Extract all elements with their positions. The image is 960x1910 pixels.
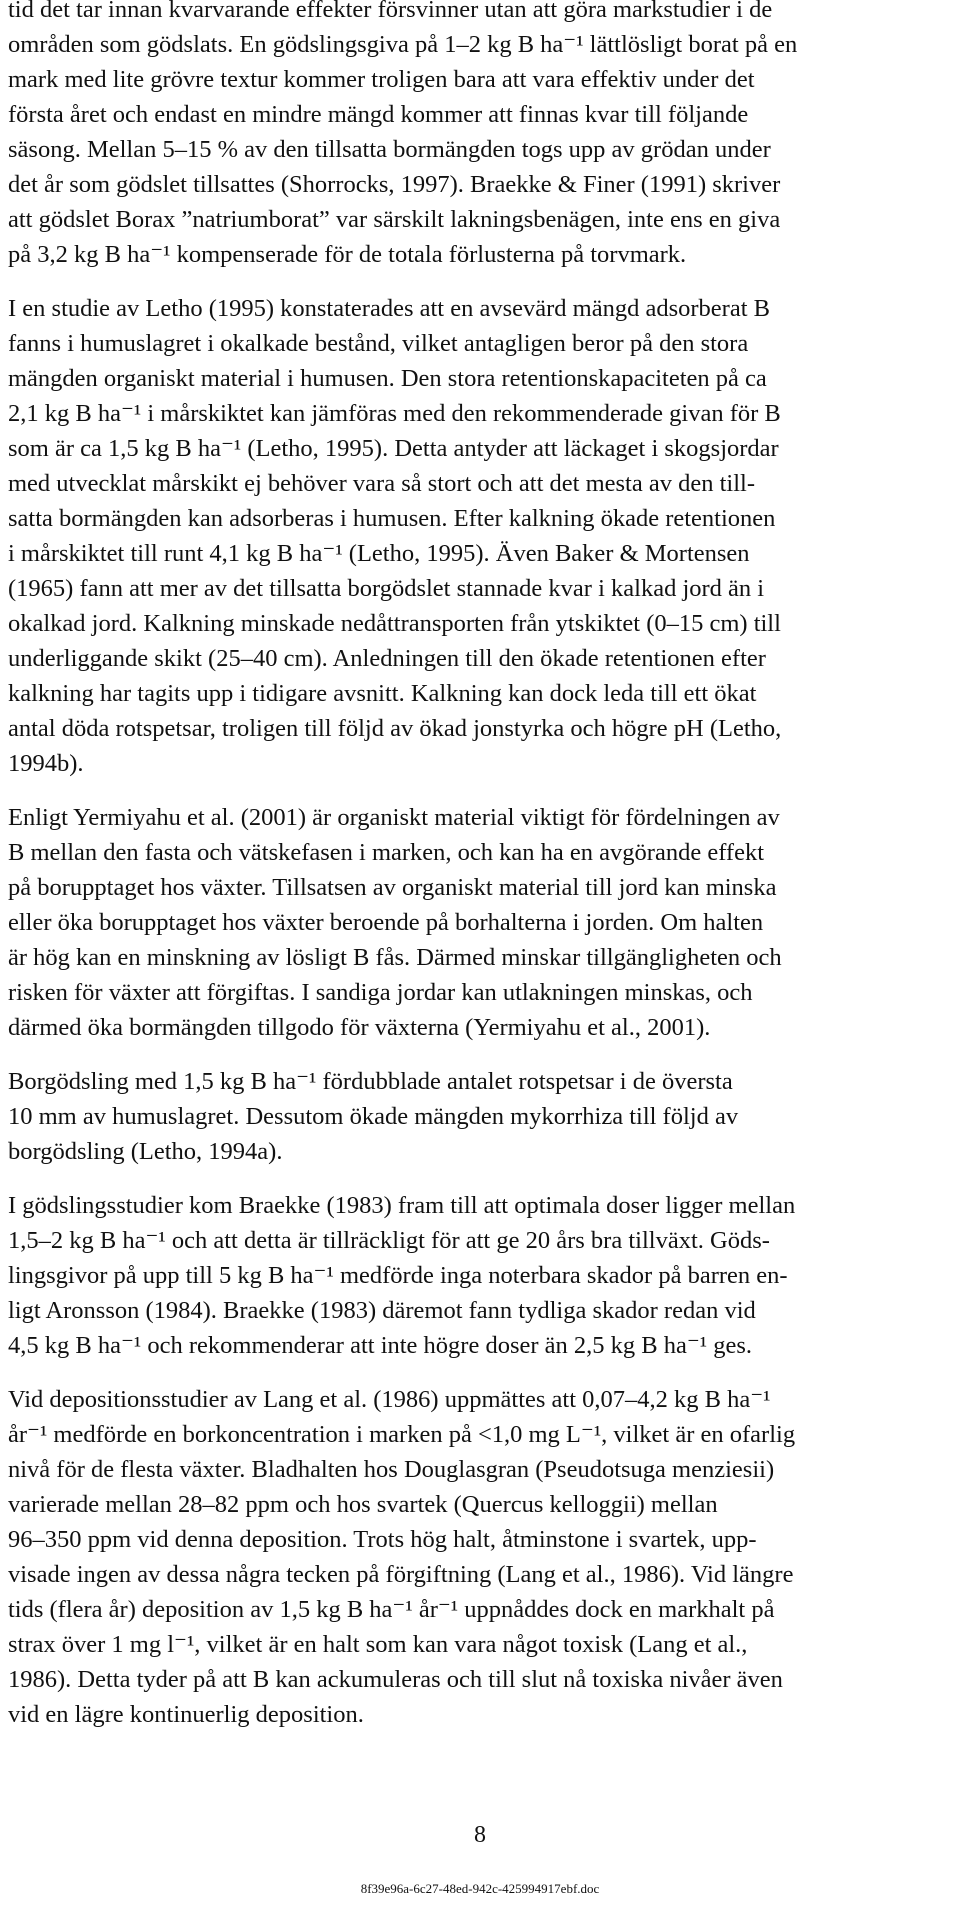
text-line: 2,1 kg B ha⁻¹ i mårskiktet kan jämföras med den rekommenderade givan för B <box>8 400 781 427</box>
paragraph-gap <box>8 1363 952 1382</box>
text-line: Borgödsling med 1,5 kg B ha⁻¹ fördubblade antalet rotspetsar i de översta <box>8 1068 733 1095</box>
paragraph <box>8 291 952 781</box>
text-line: vid en lägre kontinuerlig deposition. <box>8 1701 364 1728</box>
document-id: 8f39e96a-6c27-48ed-942c-425994917ebf.doc <box>360 1881 600 1896</box>
text-line: satta bormängden kan adsorberas i humusen. Efter kalkning ökade retentionen <box>8 505 776 532</box>
text-line: därmed öka bormängden tillgodo för växterna (Yermiyahu et al., 2001). <box>8 1014 711 1041</box>
text-line: I en studie av Letho (1995) konstaterades att en avsevärd mängd adsorberat B <box>8 295 770 322</box>
text-line: antal döda rotspetsar, troligen till följd av ökad jonstyrka och högre pH (Letho, <box>8 715 782 742</box>
text-line: I gödslingsstudier kom Braekke (1983) fram till att optimala doser ligger mellan <box>8 1192 796 1219</box>
text-line: visade ingen av dessa några tecken på förgiftning (Lang et al., 1986). Vid längre <box>8 1561 794 1588</box>
text-line: borgödsling (Letho, 1994a). <box>8 1138 283 1165</box>
text-line: fanns i humuslagret i okalkade bestånd, vilket antagligen beror på den stora <box>8 330 749 357</box>
text-line: 4,5 kg B ha⁻¹ och rekommenderar att inte högre doser än 2,5 kg B ha⁻¹ ges. <box>8 1332 753 1359</box>
text-line: det år som gödslet tillsattes (Shorrocks, 1997). Braekke & Finer (1991) skriver <box>8 171 781 198</box>
text-line: tids (flera år) deposition av 1,5 kg B ha⁻¹ år⁻¹ uppnåddes dock en markhalt på <box>8 1596 775 1623</box>
text-line: Enligt Yermiyahu et al. (2001) är organiskt material viktigt för fördelningen av <box>8 804 780 831</box>
text-line: nivå för de flesta växter. Bladhalten hos Douglasgran (Pseudotsuga menziesii) <box>8 1456 775 1483</box>
text-line: på borupptaget hos växter. Tillsatsen av organiskt material till jord kan minska <box>8 874 777 901</box>
paragraph-gap <box>8 272 952 291</box>
text-line: strax över 1 mg l⁻¹, vilket är en halt som kan vara något toxisk (Lang et al., <box>8 1631 748 1658</box>
text-line: 1,5–2 kg B ha⁻¹ och att detta är tillräckligt för att ge 20 års bra tillväxt. Göds- <box>8 1227 770 1254</box>
text-line: 1994b). <box>8 750 84 777</box>
text-line: tid det tar innan kvarvarande effekter försvinner utan att göra markstudier i de <box>8 0 773 23</box>
paragraph <box>8 1064 952 1169</box>
text-line: år⁻¹ medförde en borkoncentration i marken på <1,0 mg L⁻¹, vilket är en ofarlig <box>8 1421 796 1448</box>
text-line: underliggande skikt (25–40 cm). Anledningen till den ökade retentionen efter <box>8 645 766 672</box>
text-line: 10 mm av humuslagret. Dessutom ökade mängden mykorrhiza till följd av <box>8 1103 739 1130</box>
text-line: mängden organiskt material i humusen. Den stora retentionskapaciteten på ca <box>8 365 767 392</box>
text-line: okalkad jord. Kalkning minskade nedåttransporten från ytskiktet (0–15 cm) till <box>8 610 781 637</box>
paragraph <box>8 1382 952 1732</box>
text-line: ligt Aronsson (1984). Braekke (1983) däremot fann tydliga skador redan vid <box>8 1297 756 1324</box>
paragraph <box>8 800 952 1045</box>
text-line: kalkning har tagits upp i tidigare avsnitt. Kalkning kan dock leda till ett ökat <box>8 680 757 707</box>
paragraph <box>8 1188 952 1363</box>
text-line: mark med lite grövre textur kommer troligen bara att vara effektiv under det <box>8 66 755 93</box>
text-line: 96–350 ppm vid denna deposition. Trots hög halt, åtminstone i svartek, upp- <box>8 1526 757 1553</box>
text-line: (1965) fann att mer av det tillsatta borgödslet stannade kvar i kalkad jord än i <box>8 575 765 602</box>
text-line: som är ca 1,5 kg B ha⁻¹ (Letho, 1995). Detta antyder att läckaget i skogsjordar <box>8 435 779 462</box>
text-line: med utvecklat mårskikt ej behöver vara så stort och att det mesta av den till- <box>8 470 755 497</box>
text-line: lingsgivor på upp till 5 kg B ha⁻¹ medförde inga noterbara skador på barren en- <box>8 1262 788 1289</box>
text-line: i mårskiktet till runt 4,1 kg B ha⁻¹ (Letho, 1995). Även Baker & Mortensen <box>8 540 750 567</box>
text-line: varierade mellan 28–82 ppm och hos svartek (Quercus kelloggii) mellan <box>8 1491 718 1518</box>
text-line: säsong. Mellan 5–15 % av den tillsatta bormängden togs upp av grödan under <box>8 136 771 163</box>
paragraph-gap <box>8 781 952 800</box>
paragraph-gap <box>8 1045 952 1064</box>
body-text <box>8 0 952 1732</box>
text-line: risken för växter att förgiftas. I sandiga jordar kan utlakningen minskas, och <box>8 979 753 1006</box>
text-line: är hög kan en minskning av lösligt B fås. Därmed minskar tillgängligheten och <box>8 944 782 971</box>
text-line: B mellan den fasta och vätskefasen i marken, och kan ha en avgörande effekt <box>8 839 765 866</box>
text-line: att gödslet Borax ”natriumborat” var särskilt lakningsbenägen, inte ens en giva <box>8 206 781 233</box>
text-line: 1986). Detta tyder på att B kan ackumuleras och till slut nå toxiska nivåer även <box>8 1666 783 1693</box>
text-line: Vid depositionsstudier av Lang et al. (1986) uppmättes att 0,07–4,2 kg B ha⁻¹ <box>8 1386 771 1413</box>
paragraph-gap <box>8 1169 952 1188</box>
text-line: områden som gödslats. En gödslingsgiva på 1–2 kg B ha⁻¹ lättlösligt borat på en <box>8 31 798 58</box>
text-line: första året och endast en mindre mängd kommer att finnas kvar till följande <box>8 101 749 128</box>
page-number: 8 <box>474 1822 486 1848</box>
text-line: på 3,2 kg B ha⁻¹ kompenserade för de totala förlusterna på torvmark. <box>8 241 687 268</box>
text-line: eller öka borupptaget hos växter beroende på borhalterna i jorden. Om halten <box>8 909 764 936</box>
paragraph <box>8 0 952 272</box>
